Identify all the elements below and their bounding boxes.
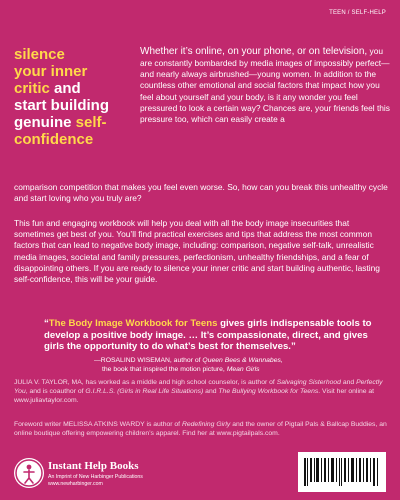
tagline-word: confidence [14, 131, 94, 148]
body-paragraph: This fun and engaging workbook will help you deal with all the body image insecurities that sometimes get best of you. You’ll find practical exercises and tips that address the most common factors that can lead to negative body image, including: comparison, negative self-talk, unrealistic media images, societal and family pressures, perfectionism, unhealthy friendships, and a fear of disappointing others. If you are ready to silence your inner critic and start building authentic, lasting self-confidence, this will be your guide. [14, 218, 380, 285]
bio-text: . Visit her online at www.juliavtaylor.com. [14, 388, 375, 404]
tagline-word: critic [14, 80, 50, 97]
attribution-text: the book that inspired the motion picture, [102, 366, 227, 373]
tagline-word: silence [14, 46, 65, 63]
publisher-emblem-icon [14, 458, 44, 488]
intro-continuation: comparison competition that makes you feel even worse. So, how can you break this unhealthy cycle and start loving who you truly are? [14, 182, 388, 204]
foreword-bio [14, 420, 390, 438]
bio-title: G.I.R.L.S. (Girls in Real Life Situations) [85, 388, 204, 395]
intro-lead: Whether it’s online, on your phone, or on television, [140, 46, 368, 57]
endorsement-quote [44, 318, 374, 353]
bio-title: Salvaging Sisterhood [276, 379, 341, 386]
publisher-imprint: An Imprint of New Harbinger Publications [48, 474, 143, 480]
quote-attribution [94, 356, 384, 374]
attribution-text: —ROSALIND WISEMAN, author of [94, 357, 203, 364]
foreword-text: Foreword writer MELISSA ATKINS WARDY is author of [14, 421, 182, 428]
foreword-text: and the owner of Pigtail Pals & Ballcap Buddies, an online boutique offering empowering children’s apparel. Find her at www.pigtailpals.com. [14, 421, 387, 437]
publisher-logo [14, 458, 174, 494]
bio-title: Perfectly You [14, 379, 383, 395]
author-bio [14, 378, 390, 405]
bio-text: and [203, 388, 219, 395]
quote-text: gives girls indispensable tools to develop a positive body image. … It’s compassionate, direct, and gives girls the opportunity to do what’s best for themselves.” [44, 318, 372, 353]
publisher-name: Instant Help Books [48, 460, 139, 472]
quote-open: “ [44, 318, 49, 329]
quote-book-title: The Body Image Workbook for Teens [48, 318, 218, 329]
barcode [298, 452, 386, 492]
intro-text: you are constantly bombarded by media images of impossibly perfect—and nearly always airbrushed—young women. In addition to the countless other emotional and social factors that impact how you feel about yourself and your body, is it any wonder you feel pressured to look a certain way? Chances are, your friends feel this pressure too, which can easily create a [140, 46, 390, 125]
tagline-word: your inner [14, 63, 88, 80]
tagline-word: self- [75, 114, 107, 131]
bio-text: , and is coauthor of [25, 388, 86, 395]
attribution-title: Queen Bees & Wannabes, [202, 357, 283, 364]
category-label: TEEN / SELF-HELP [329, 10, 386, 16]
intro-paragraph [140, 46, 390, 125]
tagline-word: and [49, 80, 81, 97]
tagline-word: start building [14, 97, 109, 114]
bio-text: and [340, 379, 357, 386]
tagline-word: genuine [14, 114, 76, 131]
barcode-lines [304, 458, 380, 486]
bio-title: The Bullying Workbook for Teens [218, 388, 319, 395]
bio-text: JULIA V. TAYLOR, MA, has worked as a middle and high school counselor, is author of [14, 379, 277, 386]
foreword-title: Redefining Girly [181, 421, 231, 428]
publisher-url: www.newharbinger.com [48, 481, 103, 487]
tagline [14, 46, 134, 148]
attribution-title: Mean Girls [226, 366, 260, 373]
